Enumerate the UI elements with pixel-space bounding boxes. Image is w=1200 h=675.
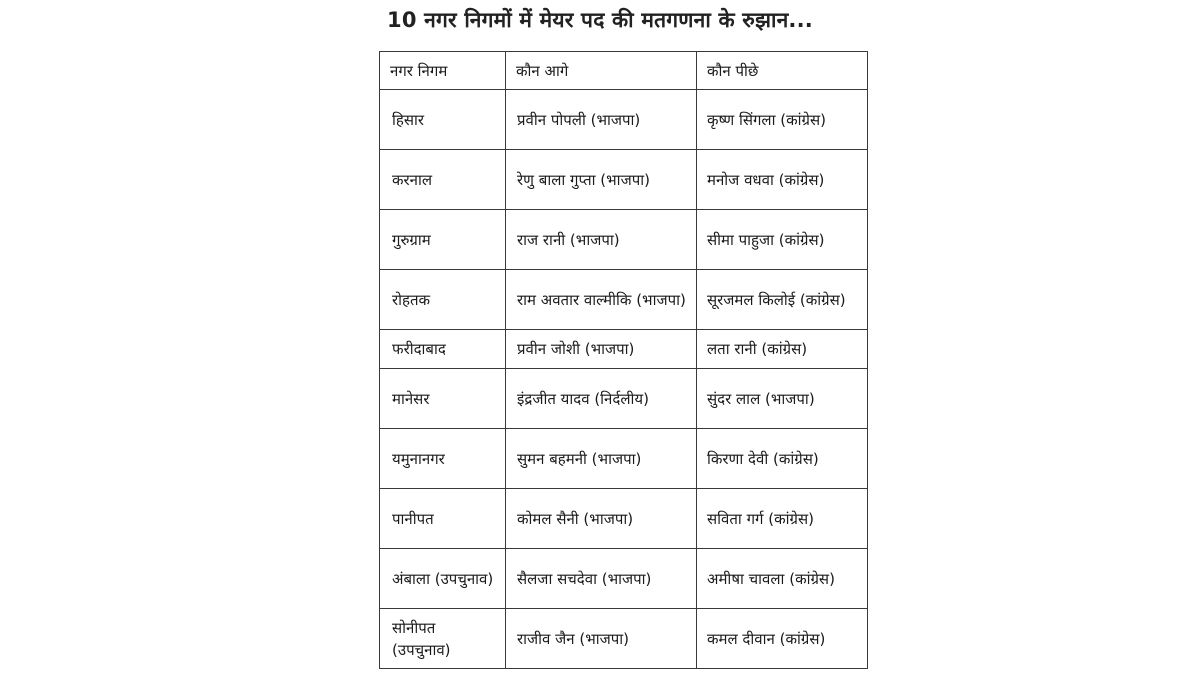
cell-leading: रेणु बाला गुप्ता (भाजपा) (506, 150, 697, 210)
cell-corporation: गुरुग्राम (380, 210, 506, 270)
cell-leading: राज रानी (भाजपा) (506, 210, 697, 270)
cell-trailing: किरणा देवी (कांग्रेस) (697, 429, 868, 489)
table-row (380, 549, 868, 609)
cell-leading: प्रवीन जोशी (भाजपा) (506, 330, 697, 369)
headline: 10 नगर निगमों में मेयर पद की मतगणना के रुझान... (387, 8, 813, 32)
cell-corporation: मानेसर (380, 369, 506, 429)
cell-corporation: यमुनानगर (380, 429, 506, 489)
cell-corporation: फरीदाबाद (380, 330, 506, 369)
table-row (380, 609, 868, 669)
table-row (380, 150, 868, 210)
cell-leading: कोमल सैनी (भाजपा) (506, 489, 697, 549)
cell-leading: सैलजा सचदेवा (भाजपा) (506, 549, 697, 609)
header-trailing: कौन पीछे (697, 52, 868, 90)
cell-leading: इंद्रजीत यादव (निर्दलीय) (506, 369, 697, 429)
cell-leading: राजीव जैन (भाजपा) (506, 609, 697, 669)
cell-leading: सुमन बहमनी (भाजपा) (506, 429, 697, 489)
cell-corporation: अंबाला (उपचुनाव) (380, 549, 506, 609)
cell-trailing: सुंदर लाल (भाजपा) (697, 369, 868, 429)
cell-trailing: सविता गर्ग (कांग्रेस) (697, 489, 868, 549)
cell-trailing: कृष्ण सिंगला (कांग्रेस) (697, 90, 868, 150)
cell-trailing: सीमा पाहुजा (कांग्रेस) (697, 210, 868, 270)
cell-corporation: रोहतक (380, 270, 506, 330)
table-row (380, 330, 868, 369)
table-row (380, 369, 868, 429)
table-row (380, 90, 868, 150)
table-row (380, 210, 868, 270)
table-header-row (380, 52, 868, 90)
table-row (380, 489, 868, 549)
header-corporation: नगर निगम (380, 52, 506, 90)
cell-corporation: करनाल (380, 150, 506, 210)
header-leading: कौन आगे (506, 52, 697, 90)
cell-trailing: सूरजमल किलोई (कांग्रेस) (697, 270, 868, 330)
table-row (380, 270, 868, 330)
cell-trailing: मनोज वधवा (कांग्रेस) (697, 150, 868, 210)
cell-leading: राम अवतार वाल्मीकि (भाजपा) (506, 270, 697, 330)
cell-corporation: पानीपत (380, 489, 506, 549)
mayor-results-table (379, 51, 868, 669)
cell-trailing: अमीषा चावला (कांग्रेस) (697, 549, 868, 609)
cell-trailing: लता रानी (कांग्रेस) (697, 330, 868, 369)
table-row (380, 429, 868, 489)
cell-corporation: सोनीपत (उपचुनाव) (380, 609, 506, 669)
cell-leading: प्रवीन पोपली (भाजपा) (506, 90, 697, 150)
cell-corporation: हिसार (380, 90, 506, 150)
cell-trailing: कमल दीवान (कांग्रेस) (697, 609, 868, 669)
